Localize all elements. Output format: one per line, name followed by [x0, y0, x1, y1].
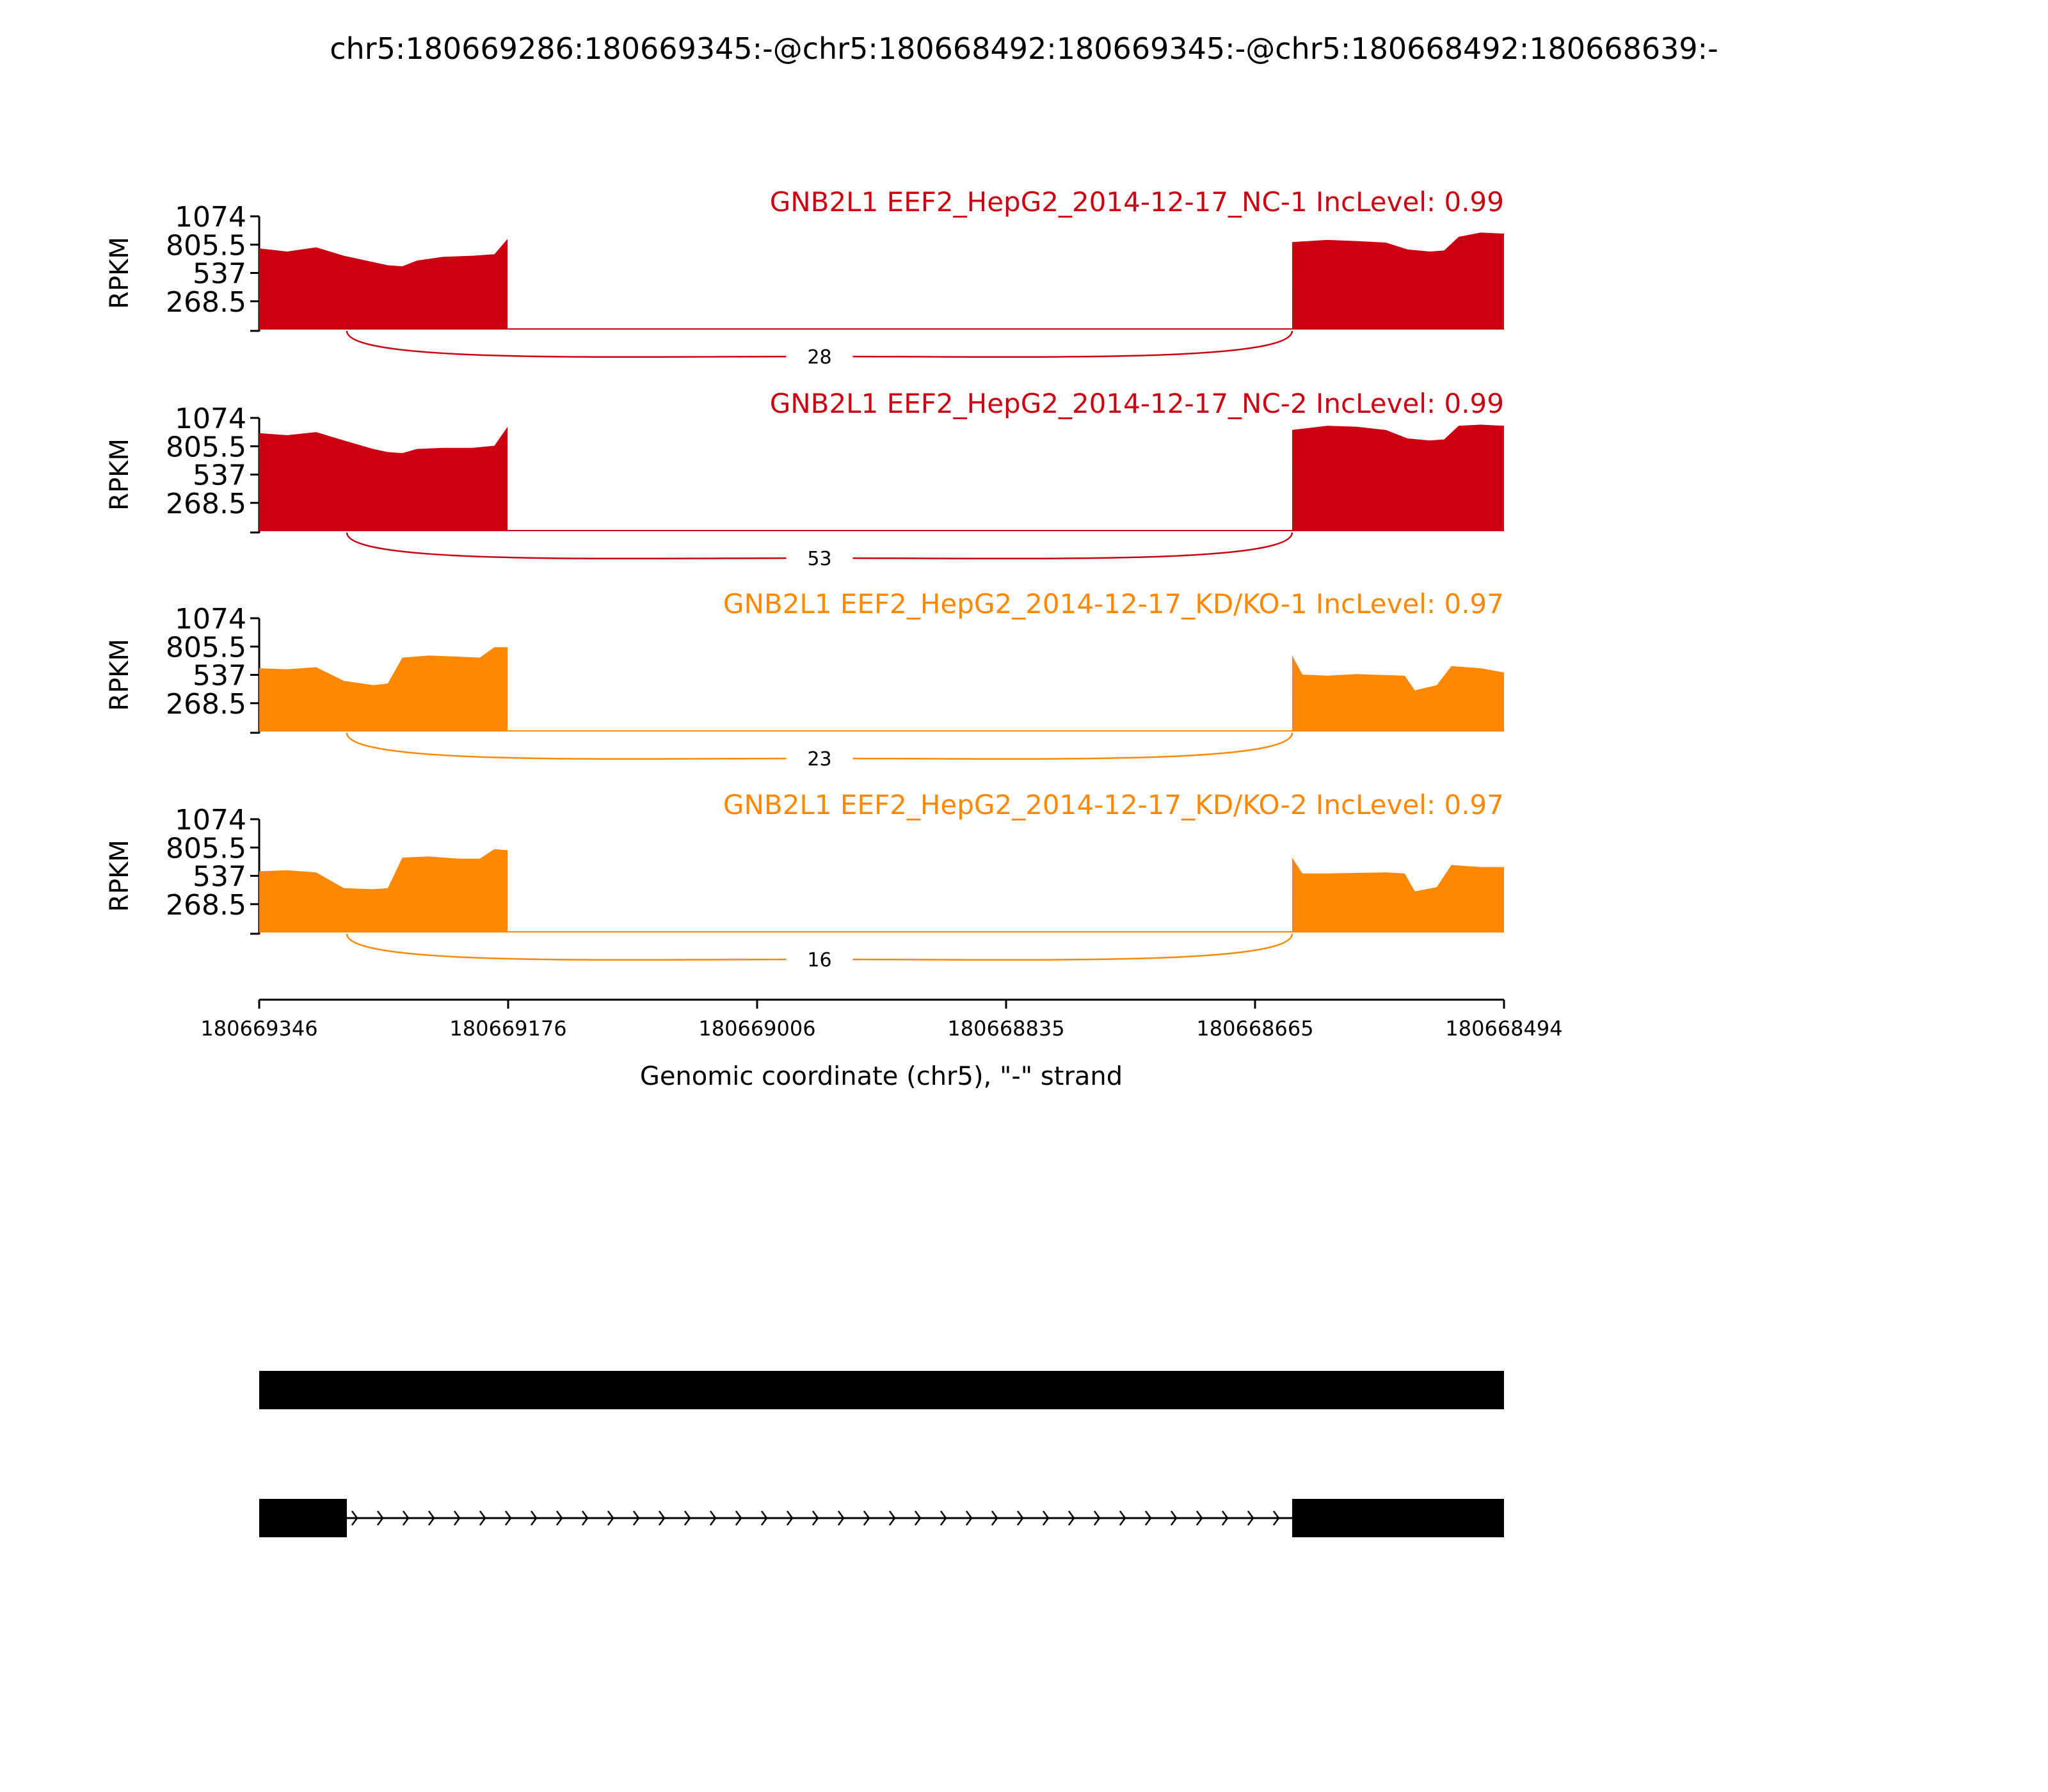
- y-tick-label: 268.5: [166, 687, 246, 721]
- x-axis-label: Genomic coordinate (chr5), "-" strand: [639, 1062, 1123, 1091]
- gene-model-1: [259, 1371, 1504, 1409]
- x-tick-label: 180669346: [200, 1016, 318, 1041]
- junction-count: 23: [807, 748, 832, 771]
- y-axis-label: RPKM: [105, 840, 134, 912]
- coverage-exon2: [1292, 232, 1504, 330]
- y-tick-label: 805.5: [166, 431, 246, 464]
- exon-block: [259, 1499, 347, 1537]
- coverage-exon1: [259, 239, 508, 330]
- track-2: [105, 388, 1504, 572]
- gene-models: [259, 1371, 1504, 1537]
- y-tick-label: 537: [193, 459, 246, 492]
- coverage-exon2: [1292, 655, 1504, 732]
- y-tick-label: 1074: [175, 201, 246, 234]
- y-tick-label: 268.5: [166, 285, 246, 319]
- y-axis-label: RPKM: [105, 639, 134, 711]
- exon-block: [1292, 1499, 1504, 1537]
- y-tick-label: 268.5: [166, 888, 246, 922]
- coverage-exon1: [259, 849, 508, 932]
- y-tick-label: 1074: [175, 403, 246, 435]
- y-tick-label: 537: [193, 860, 246, 893]
- gene-model-2: [259, 1499, 1504, 1537]
- track-label: GNB2L1 EEF2_HepG2_2014-12-17_NC-2 IncLevel: 0.99: [769, 388, 1504, 419]
- y-tick-label: 1074: [175, 804, 246, 836]
- x-tick-label: 180668835: [947, 1016, 1065, 1041]
- y-tick-label: 805.5: [166, 229, 246, 262]
- track-3: [105, 588, 1504, 772]
- x-axis: [200, 1000, 1562, 1041]
- y-tick-label: 805.5: [166, 631, 246, 664]
- junction-count: 53: [807, 548, 832, 570]
- coverage-exon2: [1292, 858, 1504, 932]
- y-axis-label: RPKM: [105, 438, 134, 511]
- x-tick-label: 180668494: [1445, 1016, 1563, 1041]
- track-label: GNB2L1 EEF2_HepG2_2014-12-17_KD/KO-2 IncLevel: 0.97: [723, 789, 1504, 820]
- x-tick-label: 180669006: [698, 1016, 816, 1041]
- exon-block: [259, 1371, 1504, 1409]
- track-label: GNB2L1 EEF2_HepG2_2014-12-17_KD/KO-1 IncLevel: 0.97: [723, 588, 1504, 620]
- coverage-exon1: [259, 647, 508, 732]
- coverage-tracks: [105, 186, 1504, 973]
- x-tick-label: 180668665: [1196, 1016, 1314, 1041]
- y-tick-label: 268.5: [166, 487, 246, 520]
- y-tick-label: 537: [193, 659, 246, 692]
- y-tick-label: 805.5: [166, 832, 246, 865]
- track-label: GNB2L1 EEF2_HepG2_2014-12-17_NC-1 IncLevel: 0.99: [769, 186, 1504, 218]
- track-4: [105, 789, 1504, 973]
- coverage-exon1: [259, 427, 508, 531]
- coverage-exon2: [1292, 425, 1504, 532]
- y-tick-label: 537: [193, 257, 246, 291]
- junction-count: 28: [807, 346, 832, 369]
- y-axis-label: RPKM: [105, 237, 134, 309]
- figure-title: chr5:180669286:180669345:-@chr5:180668492:180669345:-@chr5:180668492:180668639:-: [330, 31, 1718, 66]
- track-1: [105, 186, 1504, 371]
- junction-count: 16: [807, 949, 832, 972]
- y-tick-label: 1074: [175, 603, 246, 636]
- x-tick-label: 180669176: [449, 1016, 567, 1041]
